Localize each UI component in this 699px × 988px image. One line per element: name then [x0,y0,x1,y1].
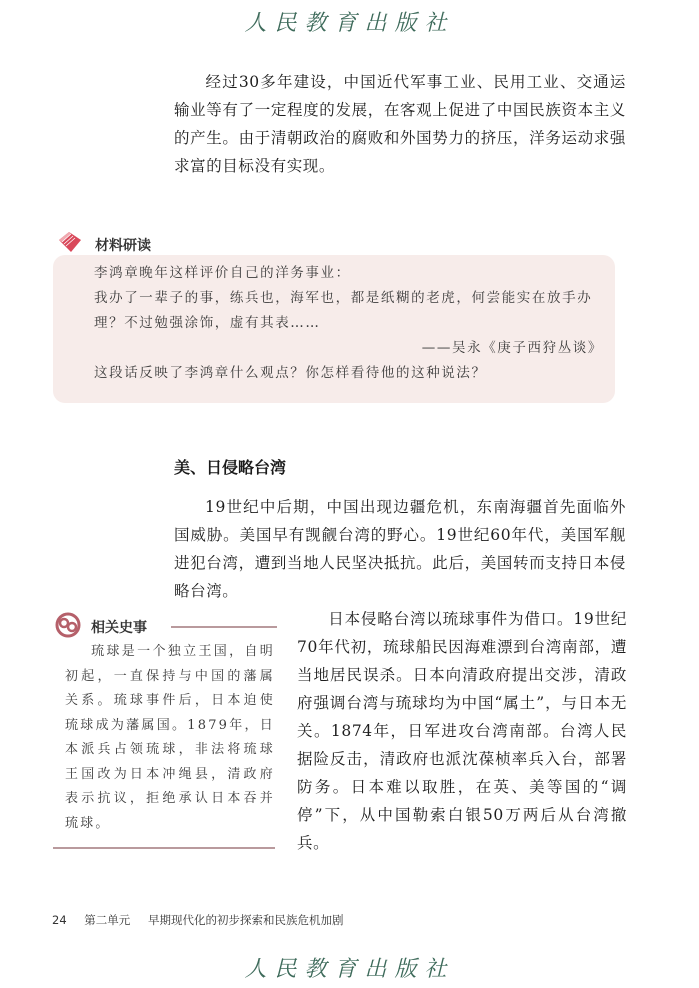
page-number: 24 [52,913,67,927]
section-paragraph-1 [174,493,626,605]
intro-text: 经过30多年建设，中国近代军事工业、民用工业、交通运输业等有了一定程度的发展，在客观上促进了中国民族资本主义的产生。由于清朝政治的腐败和外国势力的挤压，洋务运动求强求富的目标没有实现。 [174,73,626,175]
publisher-logo-bottom: 人民教育出版社 [244,957,455,982]
related-history-icon [55,612,81,642]
section-paragraph-2 [297,605,627,857]
unit-title: 早期现代化的初步探索和民族危机加剧 [147,913,344,927]
sidebar-header-rule [171,626,277,628]
sidebar-bottom-rule [53,847,275,849]
reading-intro-line: 李鸿章晚年这样评价自己的洋务事业： [94,265,351,281]
page-footer [52,912,357,928]
section-heading: 美、日侵略台湾 [174,458,287,477]
reading-material-box [53,255,615,403]
sidebar-title: 相关史事 [91,620,147,636]
reading-question: 这段话反映了李鸿章什么观点？你怎样看待他的这种说法？ [94,365,487,381]
sidebar-body: 琉球是一个独立王国，自明初起，一直保持与中国的藩属关系。琉球事件后，日本迫使琉球成为藩属国。1879年，日本派兵占领琉球，非法将琉球王国改为日本冲绳县，清政府表示抗议，拒绝承认日本吞并琉球。 [65,644,275,831]
section-para2-text: 日本侵略台湾以琉球事件为借口。19世纪70年代初，琉球船民因海难漂到台湾南部，遭当地居民误杀。日本向清政府提出交涉，清政府强调台湾与琉球均为中国“属土”，与日本无关。1874年，日军进攻台湾南部。台湾人民据险反击，清政府也派沈葆桢率兵入台，部署防务。日本难以取胜，在英、美等国的“调停”下，从中国勒索白银50万两后从台湾撤兵。 [297,610,627,852]
section-para1-text: 19世纪中后期，中国出现边疆危机，东南海疆首先面临外国威胁。美国早有觊觎台湾的野心。19世纪60年代，美国军舰进犯台湾，遭到当地人民坚决抵抗。此后，美国转而支持日本侵略台湾。 [174,498,626,600]
intro-paragraph [174,68,626,180]
sidebar-text [65,640,275,836]
reading-source: ——吴永《庚子西狩丛谈》 [421,340,603,356]
sidebar-header [55,612,277,642]
publisher-logo-top: 人民教育出版社 [244,11,455,36]
reading-box-title: 材料研读 [95,238,151,254]
unit-label: 第二单元 [84,913,131,927]
reading-quote: 我办了一辈子的事，练兵也，海军也，都是纸糊的老虎，何尝能实在放手办理？不过勉强涂饰，虚有其表…… [94,290,593,331]
